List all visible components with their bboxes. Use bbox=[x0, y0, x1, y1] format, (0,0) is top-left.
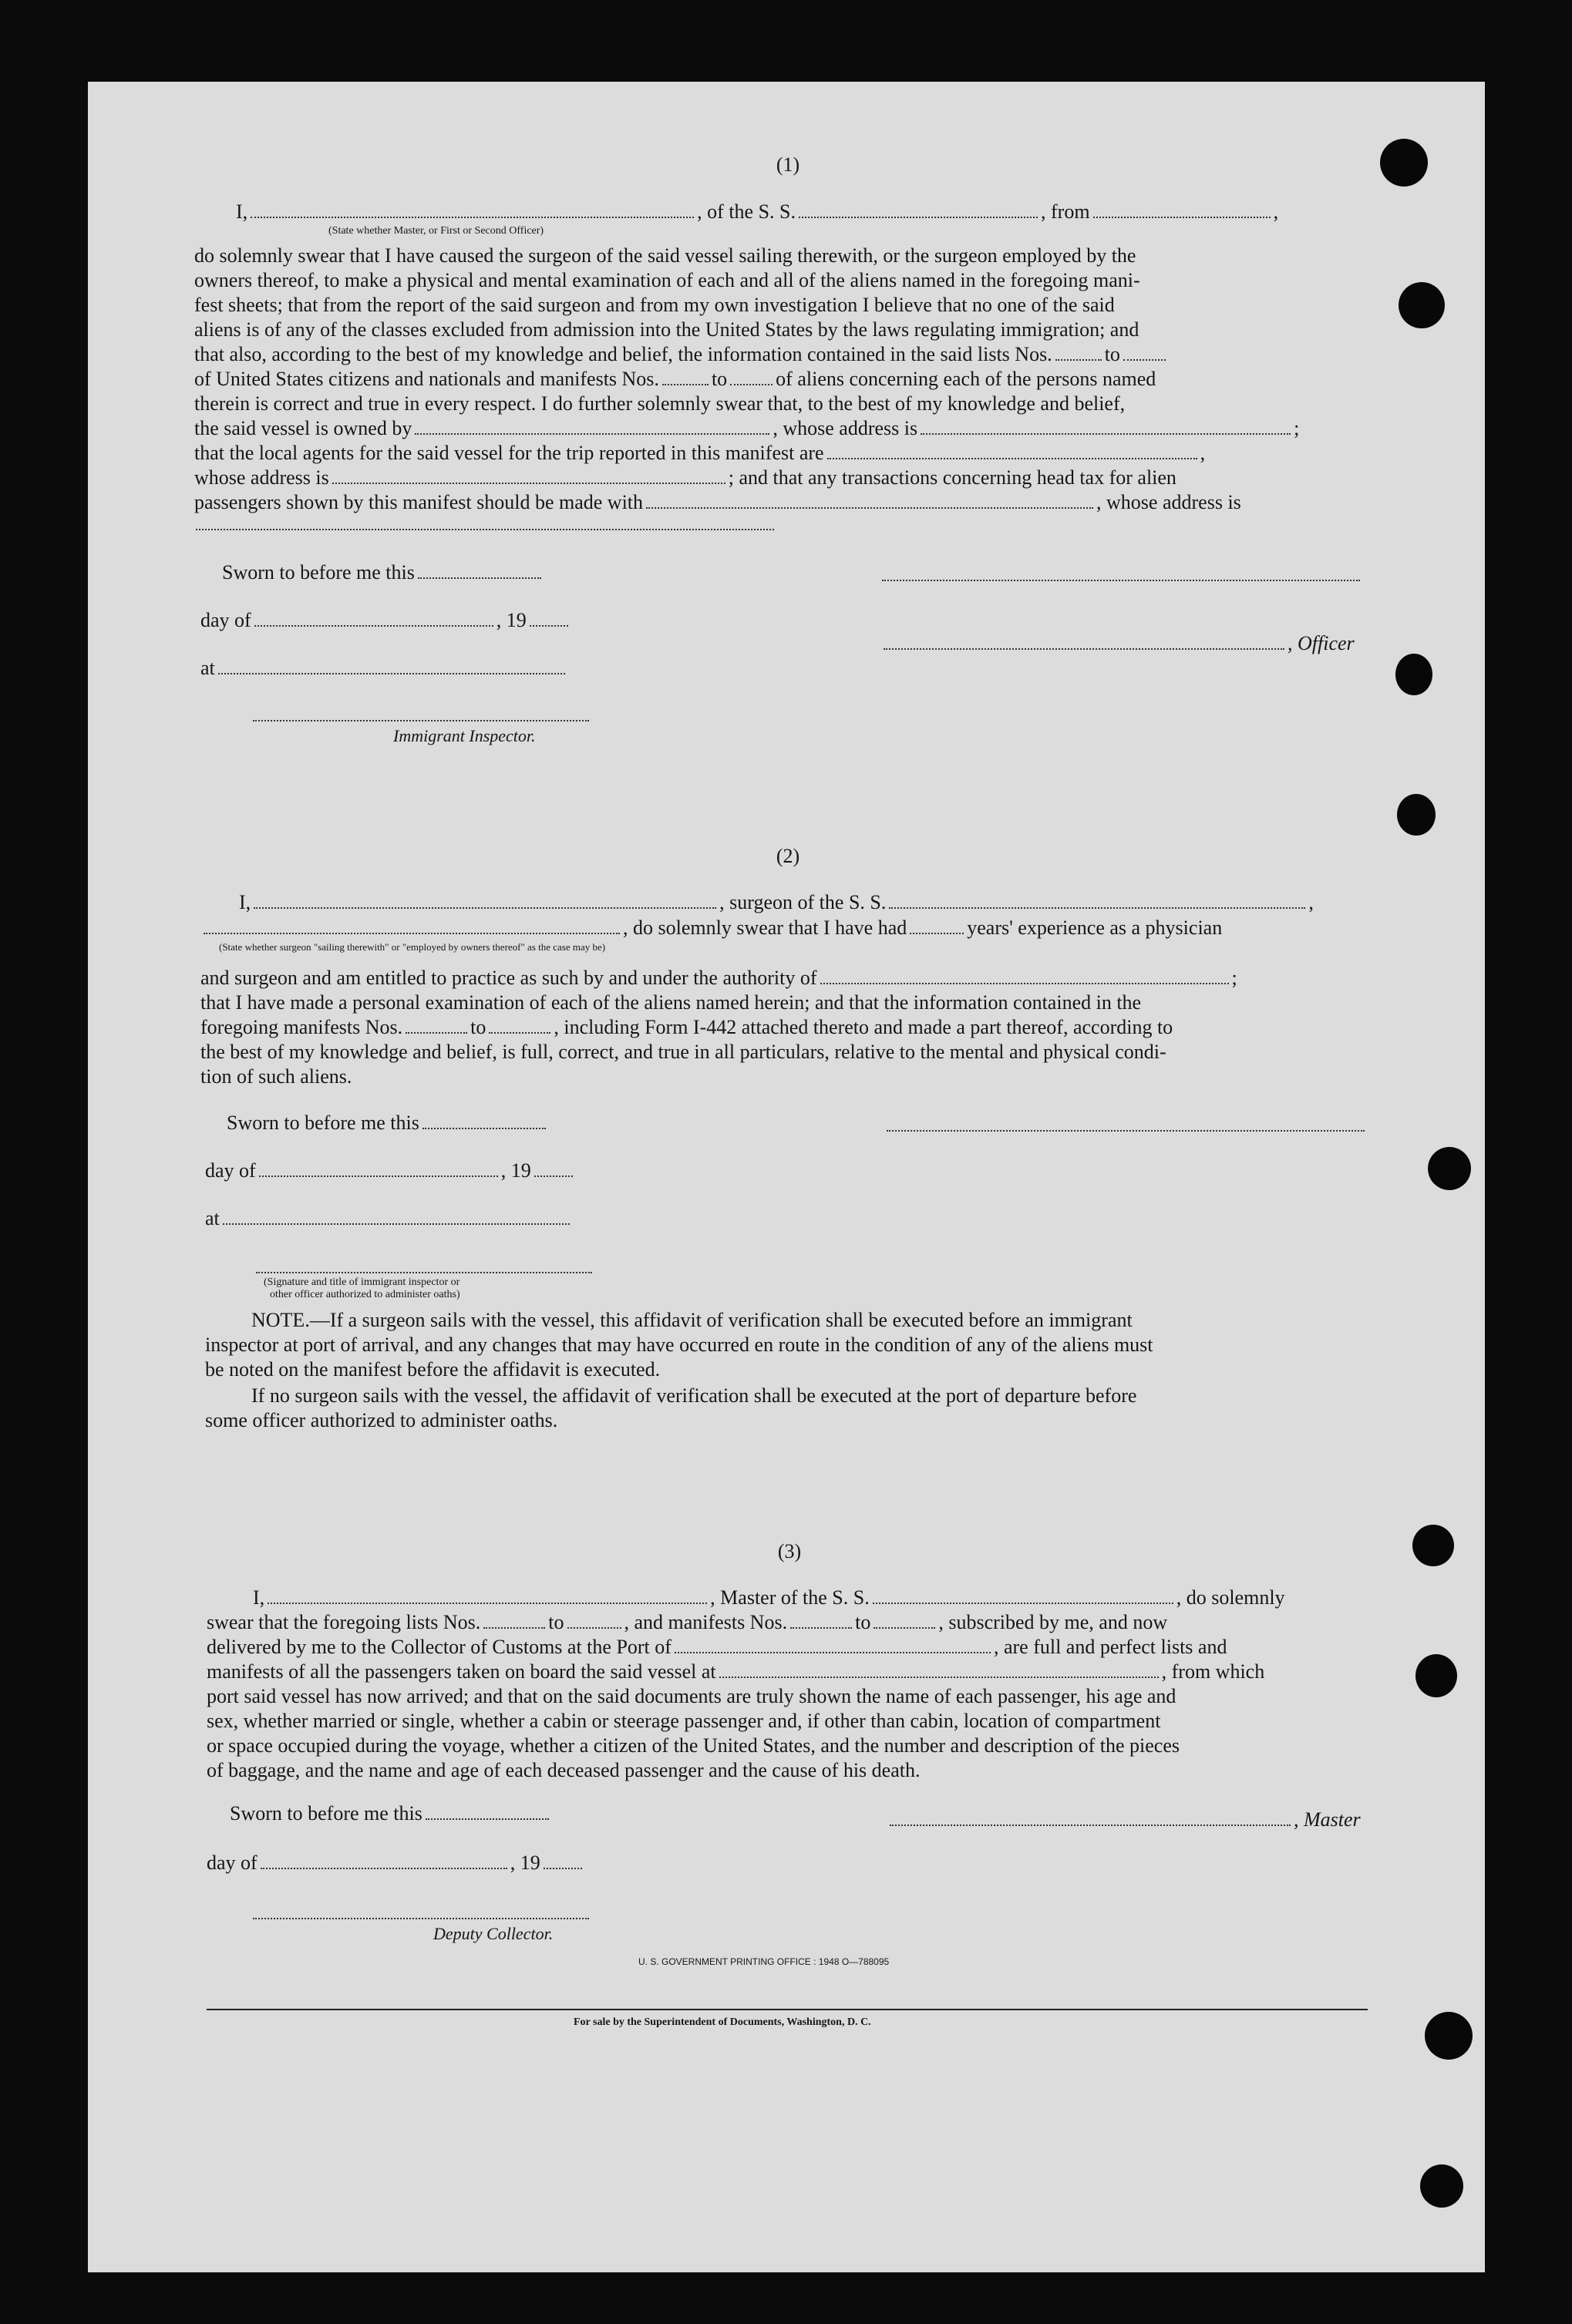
owner-address-field[interactable] bbox=[921, 418, 1291, 435]
s1-text: , 19 bbox=[496, 609, 527, 631]
s2-at bbox=[205, 1207, 573, 1230]
s2-year-field[interactable] bbox=[534, 1160, 573, 1177]
s3-text: , are full and perfect lists and bbox=[993, 1636, 1227, 1658]
year-field[interactable] bbox=[530, 610, 568, 627]
s2-surgeon-note: (State whether surgeon "sailing therewith" or "employed by owners thereof" as the case may be) bbox=[219, 941, 606, 953]
s2-line2 bbox=[200, 916, 1222, 940]
vessel-name-field[interactable] bbox=[799, 201, 1038, 218]
s3-line2 bbox=[207, 1611, 1167, 1634]
s2-text: Sworn to before me this bbox=[227, 1112, 419, 1134]
punch-hole bbox=[1425, 2012, 1473, 2060]
agents-address-field[interactable] bbox=[332, 467, 725, 484]
s2-day bbox=[205, 1159, 576, 1182]
s2-note-line: be noted on the manifest before the affidavit is executed. bbox=[205, 1358, 661, 1381]
s3-manifests-from-field[interactable] bbox=[790, 1612, 852, 1629]
s2-note-line: inspector at port of arrival, and any changes that may have occurred en route in the condition of any of the aliens must bbox=[205, 1334, 1153, 1356]
s3-body-line: of baggage, and the name and age of each deceased passenger and the cause of his death. bbox=[207, 1759, 921, 1781]
head-tax-address-field[interactable] bbox=[196, 529, 774, 530]
s2-body-line: the best of my knowledge and belief, is full, correct, and true in all particulars, relative to the mental and physical condi- bbox=[200, 1041, 1166, 1063]
s3-text: manifests of all the passengers taken on board the said vessel at bbox=[207, 1660, 716, 1683]
master-name-field[interactable] bbox=[268, 1587, 707, 1604]
punch-hole bbox=[1395, 654, 1432, 695]
s3-text: to bbox=[855, 1611, 871, 1633]
s1-line11 bbox=[194, 466, 1176, 489]
s1-text: , from bbox=[1041, 200, 1090, 223]
s3-text: swear that the foregoing lists Nos. bbox=[207, 1611, 481, 1633]
at-place-field[interactable] bbox=[218, 658, 565, 674]
s1-line9 bbox=[194, 417, 1299, 440]
s3-text: to bbox=[548, 1611, 564, 1633]
punch-hole bbox=[1399, 282, 1445, 328]
s3-lists-from-field[interactable] bbox=[483, 1612, 545, 1629]
immigrant-inspector-label: Immigrant Inspector. bbox=[393, 726, 536, 745]
surgeon-signature-line[interactable] bbox=[887, 1130, 1365, 1132]
s2-text: , surgeon of the S. S. bbox=[719, 891, 887, 913]
day-of-field[interactable] bbox=[254, 610, 493, 627]
s1-body-line: do solemnly swear that I have caused the surgeon of the said vessel sailing therewith, or the surgeon employed by the bbox=[194, 244, 1136, 267]
punch-hole bbox=[1428, 1147, 1471, 1190]
punch-hole bbox=[1420, 2164, 1463, 2208]
s3-vessel-field[interactable] bbox=[873, 1587, 1173, 1604]
s2-line5 bbox=[200, 1016, 1173, 1039]
form-page bbox=[88, 82, 1485, 2272]
footer-rule bbox=[207, 2009, 1368, 2010]
s3-lists-to-field[interactable] bbox=[567, 1612, 621, 1629]
collector-signature-line[interactable] bbox=[253, 1918, 589, 1919]
s1-text: of United States citizens and nationals and manifests Nos. bbox=[194, 368, 659, 390]
s2-text: ; bbox=[1231, 967, 1237, 989]
s3-text: , Master of the S. S. bbox=[710, 1586, 870, 1609]
s2-text: , 19 bbox=[500, 1159, 531, 1182]
s2-text: to bbox=[470, 1016, 486, 1038]
s3-body-line: sex, whether married or single, whether a cabin or steerage passenger and, if other than cabin, location of compartment bbox=[207, 1710, 1161, 1732]
s1-line8: therein is correct and true in every respect. I do further solemnly swear that, to the best of my knowledge and belief, bbox=[194, 392, 1126, 415]
s1-body-line: fest sheets; that from the report of the said surgeon and from my own investigation I believe that no one of the said bbox=[194, 294, 1115, 316]
s1-body-line: aliens is of any of the classes excluded from admission into the United States by the laws regulating immigration; and bbox=[194, 318, 1139, 341]
s3-year-field[interactable] bbox=[544, 1852, 582, 1869]
s3-line1 bbox=[253, 1586, 1285, 1609]
inspector-signature-line[interactable] bbox=[253, 720, 589, 721]
s1-text: that the local agents for the said vessel for the trip reported in this manifest are bbox=[194, 442, 824, 464]
s3-day-of-field[interactable] bbox=[261, 1852, 507, 1869]
s3-text: I, bbox=[253, 1586, 265, 1609]
s2-text: and surgeon and am entitled to practice as such by and under the authority of bbox=[200, 967, 817, 989]
surgeon-type-field[interactable] bbox=[204, 917, 620, 934]
s2-note-line: If no surgeon sails with the vessel, the affidavit of verification shall be executed at the port of departure before bbox=[251, 1384, 1137, 1407]
s3-sworn-date-field[interactable] bbox=[426, 1803, 549, 1820]
s2-line1 bbox=[239, 891, 1314, 914]
years-experience-field[interactable] bbox=[910, 917, 964, 934]
s3-text: , 19 bbox=[510, 1851, 540, 1874]
s3-text: Sworn to before me this bbox=[230, 1802, 422, 1825]
s3-manifests-to-field[interactable] bbox=[874, 1612, 935, 1629]
s1-text: ; and that any transactions concerning head tax for alien bbox=[728, 466, 1176, 489]
s3-line3 bbox=[207, 1636, 1227, 1659]
s2-manifests-from-field[interactable] bbox=[406, 1017, 467, 1034]
s1-text: at bbox=[200, 657, 215, 679]
s3-sworn bbox=[230, 1802, 552, 1825]
punch-hole bbox=[1397, 794, 1436, 836]
s1-text: ; bbox=[1294, 417, 1300, 439]
surgeon-name-field[interactable] bbox=[254, 892, 716, 909]
s1-text: passengers shown by this manifest should be made with bbox=[194, 491, 644, 513]
s2-text: , including Form I-442 attached thereto and made a part thereof, according to bbox=[554, 1016, 1173, 1038]
s2-vessel-field[interactable] bbox=[889, 892, 1305, 909]
s2-text: day of bbox=[205, 1159, 256, 1182]
s1-text: , bbox=[1273, 200, 1279, 223]
s1-line12 bbox=[194, 491, 1241, 514]
s3-text: , and manifests Nos. bbox=[624, 1611, 788, 1633]
s2-note-line: NOTE.—If a surgeon sails with the vessel, this affidavit of verification shall be executed before an immigrant bbox=[251, 1309, 1133, 1331]
s2-day-of-field[interactable] bbox=[259, 1160, 498, 1177]
s1-body-line: owners thereof, to make a physical and mental examination of each and all of the aliens named in the foregoing mani- bbox=[194, 269, 1140, 291]
s3-text: , do solemnly bbox=[1176, 1586, 1285, 1609]
s2-body-line: tion of such aliens. bbox=[200, 1065, 352, 1088]
section-1-number: (1) bbox=[776, 153, 800, 176]
s1-sworn bbox=[222, 561, 544, 584]
s3-text: delivered by me to the Collector of Customs at the Port of bbox=[207, 1636, 672, 1658]
s1-text: Sworn to before me this bbox=[222, 561, 415, 584]
authority-field[interactable] bbox=[820, 967, 1229, 984]
s3-text: , from which bbox=[1161, 1660, 1265, 1683]
s2-body-line: that I have made a personal examination of each of the aliens named herein; and that the information contained in the bbox=[200, 991, 1142, 1014]
manifests-from-field[interactable] bbox=[662, 368, 709, 385]
s3-body-line: port said vessel has now arrived; and that on the said documents are truly shown the name of each passenger, his age and bbox=[207, 1685, 1176, 1707]
s3-day bbox=[207, 1851, 585, 1875]
s2-text: I, bbox=[239, 891, 251, 913]
port-field[interactable] bbox=[675, 1636, 991, 1653]
s2-text: , do solemnly swear that I have had bbox=[623, 916, 907, 939]
s3-text: day of bbox=[207, 1851, 258, 1874]
s1-text: , whose address is bbox=[1096, 491, 1241, 513]
from-port-field[interactable] bbox=[1093, 201, 1271, 218]
s2-text: , bbox=[1308, 891, 1314, 913]
punch-hole bbox=[1380, 139, 1428, 187]
lists-from-field[interactable] bbox=[1055, 344, 1102, 361]
s1-line6 bbox=[194, 343, 1169, 366]
s1-day bbox=[200, 609, 571, 632]
s2-text: at bbox=[205, 1207, 220, 1229]
s3-body-line: or space occupied during the voyage, whether a citizen of the United States, and the number and description of the pieces bbox=[207, 1734, 1180, 1757]
s1-text: , bbox=[1200, 442, 1206, 464]
s3-line4 bbox=[207, 1660, 1264, 1683]
s2-note-line: some officer authorized to administer oaths. bbox=[205, 1409, 558, 1431]
s1-line10 bbox=[194, 442, 1205, 465]
s1-text: that also, according to the best of my knowledge and belief, the information contained in the said lists Nos. bbox=[194, 343, 1052, 365]
s1-line1 bbox=[236, 200, 1278, 224]
s3-text: , Master bbox=[1294, 1808, 1361, 1831]
s3-master bbox=[887, 1808, 1361, 1831]
s2-signature-note-2: other officer authorized to administer oaths) bbox=[270, 1289, 460, 1300]
s1-text: day of bbox=[200, 609, 251, 631]
lists-to-field[interactable] bbox=[1123, 344, 1166, 361]
s2-text: years' experience as a physician bbox=[967, 916, 1223, 939]
s1-text: to bbox=[1104, 343, 1120, 365]
s1-text: , Officer bbox=[1288, 632, 1355, 654]
s1-text: to bbox=[711, 368, 728, 390]
s2-line3 bbox=[200, 967, 1237, 990]
s2-at-place-field[interactable] bbox=[223, 1208, 570, 1225]
head-tax-agent-field[interactable] bbox=[646, 492, 1093, 509]
s2-sworn bbox=[227, 1112, 549, 1135]
s2-sworn-date-field[interactable] bbox=[422, 1112, 546, 1129]
s1-text: the said vessel is owned by bbox=[194, 417, 412, 439]
s2-manifests-to-field[interactable] bbox=[489, 1017, 550, 1034]
officer-name-field[interactable] bbox=[251, 201, 694, 218]
gpo-imprint: U. S. GOVERNMENT PRINTING OFFICE : 1948 O—788095 bbox=[638, 1956, 890, 1967]
s2-inspector-signature-line[interactable] bbox=[256, 1272, 592, 1273]
s1-text: , whose address is bbox=[773, 417, 918, 439]
officer-signature-line[interactable] bbox=[882, 580, 1360, 581]
s1-at bbox=[200, 657, 568, 680]
s1-text: whose address is bbox=[194, 466, 329, 489]
boarding-port-field[interactable] bbox=[719, 1661, 1159, 1678]
sworn-date-field[interactable] bbox=[418, 562, 541, 579]
officer-title-field[interactable] bbox=[884, 633, 1284, 650]
section-2-number: (2) bbox=[776, 845, 800, 867]
master-signature-field[interactable] bbox=[890, 1809, 1291, 1826]
manifests-to-field[interactable] bbox=[730, 368, 773, 385]
s1-line7 bbox=[194, 368, 1156, 391]
sale-notice: For sale by the Superintendent of Documents, Washington, D. C. bbox=[574, 2016, 871, 2028]
deputy-collector-label: Deputy Collector. bbox=[433, 1924, 554, 1943]
s1-text: of aliens concerning each of the persons named bbox=[776, 368, 1156, 390]
owner-field[interactable] bbox=[415, 418, 769, 435]
s1-officer-note: (State whether Master, or First or Second Officer) bbox=[328, 225, 544, 237]
s1-text: I, bbox=[236, 200, 248, 223]
s1-text: , of the S. S. bbox=[697, 200, 796, 223]
s3-text: , subscribed by me, and now bbox=[938, 1611, 1168, 1633]
s2-signature-note-1: (Signature and title of immigrant inspector or bbox=[264, 1276, 460, 1288]
section-3-number: (3) bbox=[777, 1540, 802, 1562]
punch-hole bbox=[1412, 1525, 1454, 1566]
local-agents-field[interactable] bbox=[827, 442, 1197, 459]
s1-officer bbox=[880, 632, 1355, 655]
s2-text: foregoing manifests Nos. bbox=[200, 1016, 403, 1038]
punch-hole bbox=[1415, 1654, 1457, 1697]
